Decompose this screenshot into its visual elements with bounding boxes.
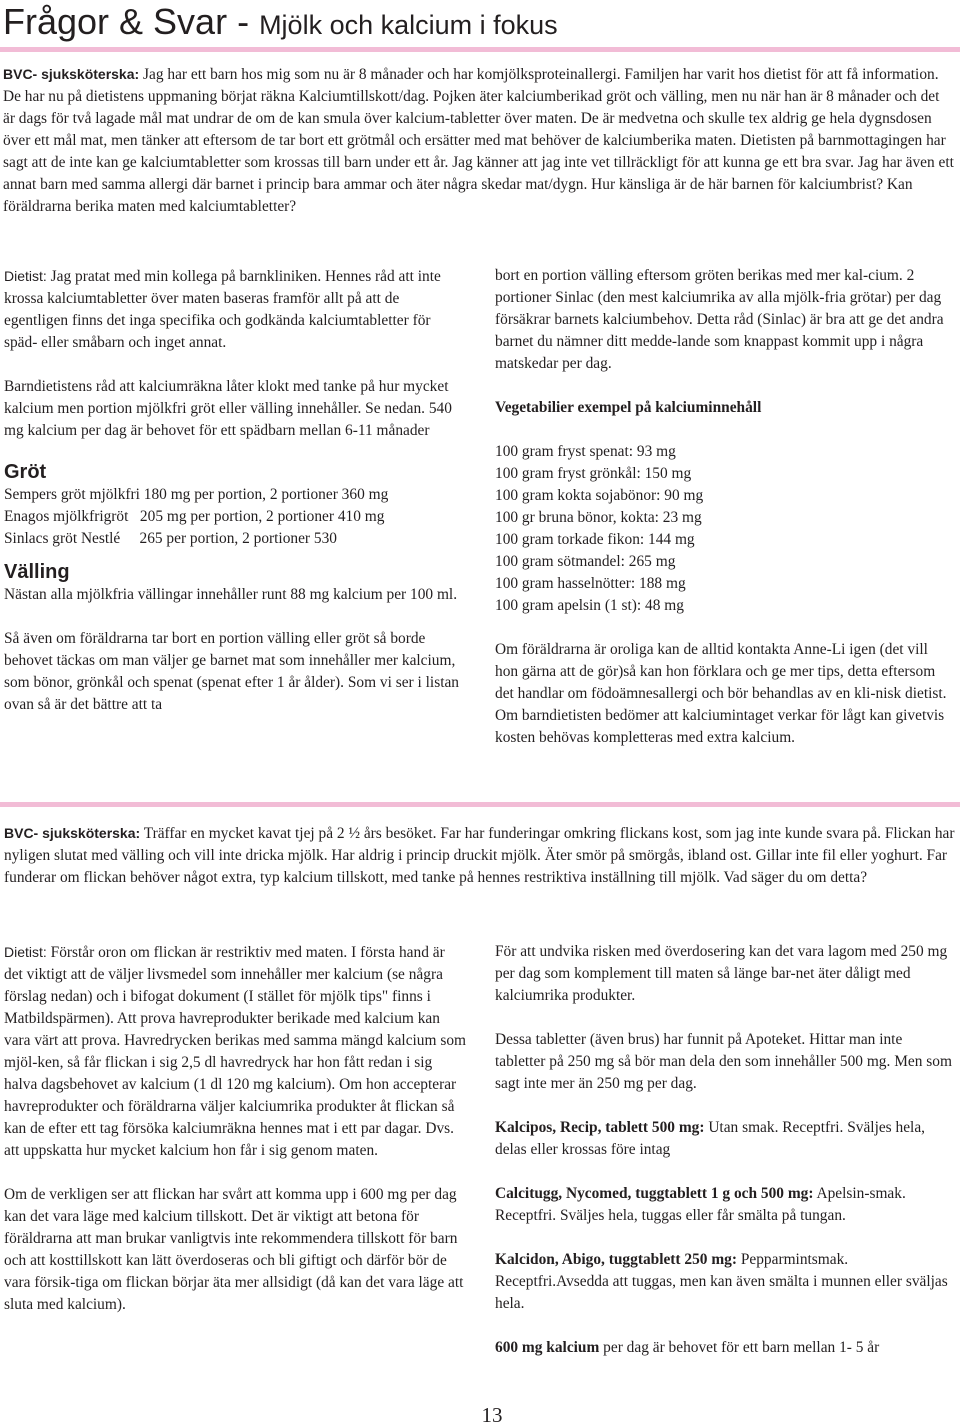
veg-item: 100 gram kokta sojabönor: 90 mg — [495, 487, 704, 504]
grot-item: Enagos mjölkfrigröt 205 mg per portion, 2 portioner 410 mg — [4, 508, 385, 525]
a2-paragraph-2: Om de verkligen ser att flickan har svårt att komma upp i 600 mg per dag kan det vara läge med kalcium tillskott. Det är viktigt att betona för föräldrarna att man brukar vanligtvis inte rekommendera tillskott för barn och att kosttillskott kan lätt överdoseras och bli giftigt och därför bör de vara försik-tiga om flickan börjar äta mer allsidigt (då kan det vara läge att sluta med kalcium). — [4, 1186, 464, 1313]
a2-paragraph-4: Dessa tabletter (även brus) har funnit på Apoteket. Hittar man inte tabletter på 250 mg så bör man dela den som innehåller 500 mg. Men som sagt inte mer än 250 mg per dag. — [495, 1031, 952, 1092]
daily-need-text: per dag är behovet för ett barn mellan 1- 5 år — [599, 1339, 880, 1356]
a2-speaker: Dietist: — [4, 944, 47, 960]
page-title — [3, 0, 558, 44]
a1-paragraph-5: Om föräldrarna är oroliga kan de alltid kontakta Anne-Li igen (det vill hon gärna att de gör)så kan hon förklara och ge mer tips, detta eftersom det handlar om födoämnesallergi och bör behandlas av en kli-nisk dietist. Om barndietisten bedömer att kalciumintaget verkar för lågt kan givetvis kosten behövas kompletteras med extra kalcium. — [495, 641, 947, 746]
grot-item: Sinlacs gröt Nestlé 265 per portion, 2 portioner 530 — [4, 530, 337, 547]
answer-2-right-column — [495, 941, 955, 1359]
title-sub: Mjölk och kalcium i fokus — [259, 10, 558, 40]
product-calcitugg-name: Calcitugg, Nycomed, tuggtablett 1 g och 500 mg: — [495, 1185, 814, 1202]
veg-item: 100 gram fryst spenat: 93 mg — [495, 443, 676, 460]
a1-paragraph-4: bort en portion välling eftersom gröten berikas med mer kal-cium. 2 portioner Sinlac (den mest kalciumrika av alla mjölk-fria grötar) per dag försäkrar barnets kalciumbehov. Detta råd (Sinlac) är bra att ge det andra barnet du nämner ditt medde-lande som knappast kommit upp i några matskedar per dag. — [495, 267, 944, 372]
product-kalcidon-desc: Pepparmintsmak. Receptfri.Avsedda att tuggas, men kan även smälta i munnen eller sväljas hela. — [495, 1251, 948, 1312]
question-2 — [4, 822, 956, 889]
a2-paragraph-3: För att undvika risken med överdosering kan det vara lagom med 250 mg per dag som komplement till maten så länge bar-net äter dåligt med kalciumrika produkter. — [495, 943, 948, 1004]
q2-text: Träffar en mycket kavat tjej på 2 ½ års besöket. Far har funderingar omkring flickans kost, som jag inte kunde svara på. Flickan har nyligen slutat med välling och vill inte dricka mjölk. Har aldrig i princip druckit mjölk. Äter smör på smörgås, ibland ost. Gillar inte fil eller yoghurt. Far funderar om flickan behöver något extra, typ kalcium tillskott, med tanke på hennes restriktiva inställning till mjölk. Vad säger du om detta? — [4, 825, 955, 886]
daily-need-note — [495, 1337, 955, 1359]
a1-paragraph-1 — [4, 265, 464, 354]
valling-text: Nästan alla mjölkfria vällingar innehåller runt 88 mg kalcium per 100 ml. — [4, 586, 458, 603]
product-kalcidon-name: Kalcidon, Abigo, tuggtablett 250 mg: — [495, 1251, 737, 1268]
a2-paragraph-1 — [4, 941, 466, 1162]
daily-need-amount: 600 mg kalcium — [495, 1339, 600, 1356]
title-main: Frågor & Svar - — [3, 1, 260, 42]
a1-paragraph-2: Barndietistens råd att kalciumräkna låter klokt med tanke på hur mycket kalcium men portion mjölkfri gröt eller välling innehåller. Se nedan. 540 mg kalcium per dag är behovet för ett spädbarn mellan 6-11 månader — [4, 378, 452, 439]
veg-item: 100 gr bruna bönor, kokta: 23 mg — [495, 509, 702, 526]
grot-list — [4, 484, 464, 550]
veg-heading: Vegetabilier exempel på kalciuminnehåll — [495, 399, 762, 416]
a1-p1-text: Jag pratat med min kollega på barnkliniken. Hennes råd att inte krossa kalciumtabletter över maten baseras framför allt på att de egentligen finns det inga specifika och godkända kalciumtabletter för späd- eller småbarn och inget annat. — [4, 268, 441, 351]
question-1 — [3, 63, 955, 218]
grot-heading: Gröt — [4, 461, 47, 483]
veg-list — [495, 441, 948, 617]
grot-item: Sempers gröt mjölkfri 180 mg per portion, 2 portioner 360 mg — [4, 486, 389, 503]
a2-p1-text: Förstår oron om flickan är restriktiv med maten. I första hand är det viktigt att de väljer livsmedel som innehåller mer kalcium (se några förslag nedan) och i bifogat dokument (I stället för mjölk tips" finns i Matbildspärmen). Att prova havreprodukter berikade med kalcium kan vara värt att prova. Havredrycken berikas med samma mängd kalcium som mjöl-ken, så får flickan i sig 2,5 dl havredryck har hon fått redan i sig halva dagsbehovet av kalcium (1 dl 120 mg kalcium). Om hon accepterar havreprodukter och föräldrarna väljer kalciumrika produkter åt flickan så kan de efter ett tag försöka kalciumräkna hennes mat i ett par dagar. Dvs. att uppskatta hur mycket kalcium hon får i sig genom maten. — [4, 944, 466, 1159]
product-calcitugg — [495, 1183, 955, 1227]
veg-item: 100 gram hasselnötter: 188 mg — [495, 575, 686, 592]
q1-speaker: BVC- sjuksköterska: — [3, 66, 140, 82]
title-divider — [0, 47, 960, 52]
product-kalcipos — [495, 1117, 955, 1161]
a1-speaker: Dietist: — [4, 268, 47, 284]
answer-2-left-column — [4, 941, 466, 1316]
valling-heading: Välling — [4, 561, 70, 583]
veg-item: 100 gram fryst grönkål: 150 mg — [495, 465, 692, 482]
q1-text: Jag har ett barn hos mig som nu är 8 månader och har komjölksproteinallergi. Familjen har varit hos dietist för att få information. De har nu på dietistens uppmaning börjat räkna Kalciumtillskott/dag. Pojken äter kalciumberikad gröt och välling, men nu när han är 8 månader och det är dags för två lagade mål mat undrar de om de kan smula över kalcium-tabletter över maten. De är medvetna och skulle tex aldrig ge hela dygnsdosen över ett mål mat, men tänker att eftersom de tar bort ett grötmål och ersätter med mat behöver de kalciumberika maten. Dietisten på barnmottagingen har sagt att de inte kan ge kalciumtabletter som krossas till barn under ett år. Jag känner att jag inte vet tillräckligt för att kunna ge ett bra svar. Jag har även ett annat barn med samma allergi där barnet i princip bara ammar och äter några skedar mat/dygn. Hur känsliga är de här barnen för kalciumbrist? Kan föräldrarna berika maten med kalciumtabletter? — [3, 66, 954, 215]
answer-1-left-column — [4, 265, 464, 716]
product-kalcipos-desc: Utan smak. Receptfri. Sväljes hela, delas eller krossas före intag — [495, 1119, 926, 1158]
veg-item: 100 gram apelsin (1 st): 48 mg — [495, 597, 684, 614]
page-number: 13 — [481, 1403, 503, 1427]
product-calcitugg-desc: Apelsin-smak. Receptfri. Sväljes hela, tuggas eller får smälta på tungan. — [495, 1185, 906, 1224]
veg-item: 100 gram torkade fikon: 144 mg — [495, 531, 695, 548]
product-kalcipos-name: Kalcipos, Recip, tablett 500 mg: — [495, 1119, 705, 1136]
section-divider — [0, 802, 960, 807]
veg-item: 100 gram sötmandel: 265 mg — [495, 553, 676, 570]
a1-paragraph-3: Så även om föräldrarna tar bort en portion välling eller gröt så borde behovet täckas om man väljer ge barnet mat som innehåller mer kalcium, som bönor, grönkål och spenat (spenat efter 1 år ålder). Som vi ser i listan ovan så är det bättre att ta — [4, 630, 459, 713]
product-kalcidon — [495, 1249, 955, 1315]
q2-speaker: BVC- sjuksköterska: — [4, 825, 141, 841]
answer-1-right-column — [495, 265, 948, 749]
